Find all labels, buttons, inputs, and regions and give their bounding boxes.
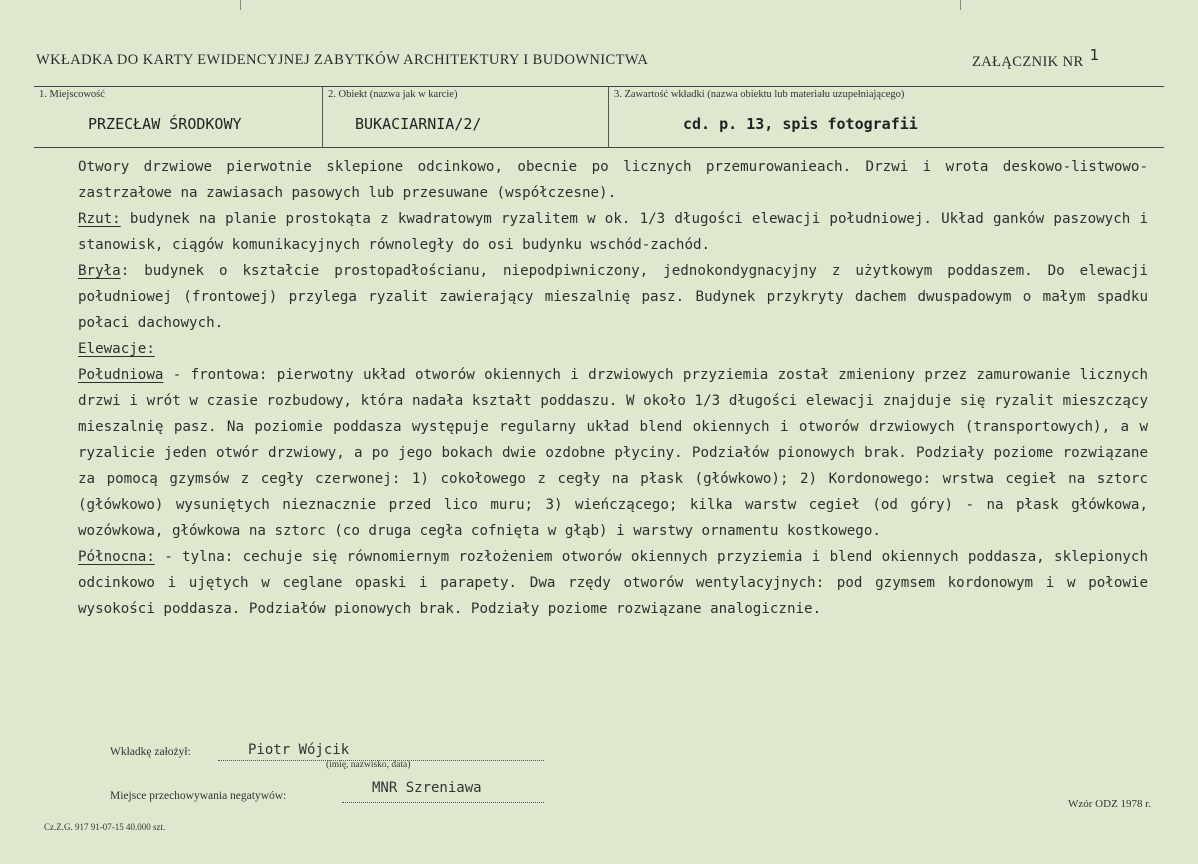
description-text (78, 154, 1148, 622)
section-heading-polnocna: Północna: (78, 549, 155, 565)
field-locality-label: 1. Miejscowość (39, 89, 105, 100)
section-heading-elewacje: Elewacje: (78, 341, 155, 357)
field-locality (34, 87, 322, 147)
storage-value: MNR Szreniawa (372, 780, 482, 796)
form-id: Wzór ODZ 1978 r. (1068, 798, 1152, 810)
header-fields (34, 86, 1164, 148)
edge-mark (240, 0, 241, 10)
annex-number: 1 (1089, 46, 1100, 64)
annex-label (972, 46, 1100, 71)
founder-value: Piotr Wójcik (248, 742, 350, 758)
section-heading-poludniowa: Południowa (78, 367, 164, 383)
field-contents-value: cd. p. 13, spis fotografii (683, 115, 918, 133)
paragraph-south (78, 362, 1148, 544)
section-text-poludniowa: - frontowa: pierwotny układ otworów okiennych i drzwiowych przyziemia został zmieniony przez zamurowanie licznych drzwi i wrót w czasie rozbudowy, która nadała kształt poddaszu. W około 1/3 długości elewacji znajduje się ryzalit mieszczący mieszalnię pasz. Na poziomie poddasza występuje regularny układ blend okiennych i otworów drzwiowych (transportowych), a w ryzalicie jeden otwór drzwiowy, a po jego bokach dwie ozdobne płyciny. Podziałów pionowych brak. Podziały poziome rozwiązane za pomocą gzymsów z cegły czerwonej: 1) cokołowego z cegły na płask (główkowo); 2) Kordonowego: wrstwa cegieł na sztorc (główkowo) wysuniętych nieznacznie przed lico muru; 3) wieńczącego; kilka warstw cegieł (od góry) - na płask główkowa, wozówkowa, główkowa na sztorc (co druga cegła cofnięta w głąb) i warstwy ornamentu kostkowego. (78, 367, 1148, 539)
storage-dotted-line (342, 802, 544, 803)
section-heading-rzut: Rzut: (78, 211, 121, 227)
print-info: Cz.Z.G. 917 91-07-15 40.000 szt. (44, 822, 166, 832)
paragraph-openings: Otwory drzwiowe pierwotnie sklepione odcinkowo, obecnie po licznych przemurowanieach. Drzwi i wrota deskowo-listwowo- zastrzałowe na zawiasach pasowych lub przesuwane (współczesne). (78, 159, 1148, 201)
form-title: WKŁADKA DO KARTY EWIDENCYJNEJ ZABYTKÓW ARCHITEKTURY I BUDOWNICTWA (36, 52, 649, 68)
field-locality-value: PRZECŁAW ŚRODKOWY (88, 115, 242, 133)
section-heading-bryla: Bryła (78, 263, 121, 279)
field-object-value: BUKACIARNIA/2/ (355, 115, 482, 133)
field-object-label: 2. Obiekt (nazwa jak w karcie) (328, 89, 458, 100)
paragraph-north (78, 544, 1148, 622)
section-text-polnocna: - tylna: cechuje się równomiernym rozłożeniem otworów okiennych przyziemia i blend okiennych poddasza, sklepionych odcinkowo i ujętych w ceglane opaski i parapety. Dwa rzędy otworów wentylacyjnych: pod gzymsem kordonowym i w połowie wysokości poddasza. Podziałów pionowych brak. Podziały poziome rozwiązane analogicznie. (78, 549, 1148, 617)
paragraph-elevations (78, 336, 1148, 362)
paragraph-plan (78, 206, 1148, 258)
edge-mark (960, 0, 961, 10)
section-text-bryla: : budynek o kształcie prostopadłościanu, niepodpiwniczony, jednokondygnacyjny z użytkowym poddaszem. Do elewacji południowej (frontowej) przylega ryzalit zawierający mieszalnię pasz. Budynek przykryty dachem dwuspadowym o małym spadku połaci dachowych. (78, 263, 1148, 331)
paragraph-massing (78, 258, 1148, 336)
section-text-rzut: budynek na planie prostokąta z kwadratowym ryzalitem w ok. 1/3 długości elewacji południowej. Układ ganków paszowych i stanowisk, ciągów komunikacyjnych równoległy do osi budynku wschód-zachód. (78, 211, 1148, 253)
annex-label-text: ZAŁĄCZNIK NR (972, 54, 1084, 70)
field-contents-label: 3. Zawartość wkładki (nazwa obiektu lub materiału uzupełniającego) (614, 89, 905, 100)
storage-label: Miejsce przechowywania negatywów: (110, 790, 287, 802)
founder-label: Wkładkę założył: (110, 746, 191, 758)
field-object (322, 87, 609, 147)
founder-sublabel: (imię, nazwisko, data) (326, 760, 411, 770)
field-contents (608, 87, 1165, 147)
